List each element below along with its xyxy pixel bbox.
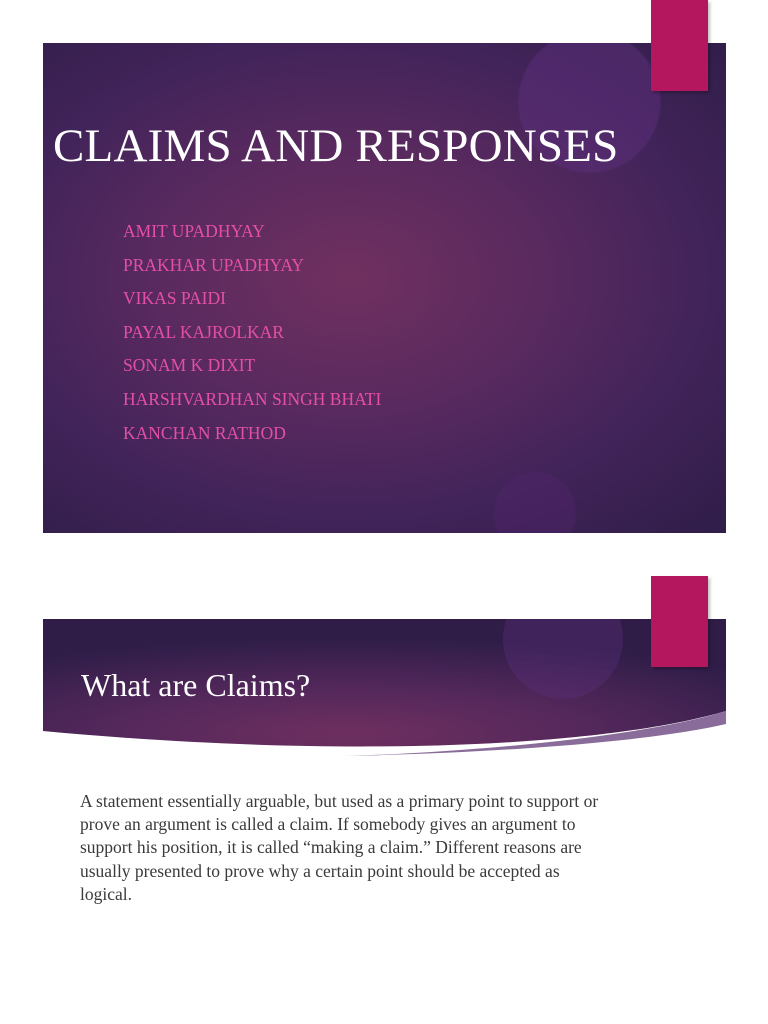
author-list: [123, 215, 381, 450]
accent-tab: [651, 576, 708, 667]
accent-tab: [651, 0, 708, 91]
author-name: VIKAS PAIDI: [123, 288, 226, 309]
slide-title: What are Claims?: [81, 667, 311, 703]
title-slide: [43, 43, 726, 533]
content-slide-banner: [43, 619, 726, 769]
author-name: SONAM K DIXIT: [123, 355, 256, 376]
author-name: AMIT UPADHYAY: [123, 221, 265, 241]
slide-title: CLAIMS AND RESPONSES: [53, 120, 619, 172]
author-name: HARSHVARDHAN SINGH BHATI: [123, 388, 382, 409]
author-name: PAYAL KAJROLKAR: [123, 321, 284, 342]
slide-body-text: A statement essentially arguable, but used as a primary point to support or prove an argument is called a claim. If somebody gives an argument to support his position, it is called “making a claim.” Different reasons are usually presented to prove why a certain point should be accepted as logical.: [80, 791, 599, 904]
author-name: PRAKHAR UPADHYAY: [123, 254, 305, 275]
author-name: KANCHAN RATHOD: [123, 422, 286, 443]
